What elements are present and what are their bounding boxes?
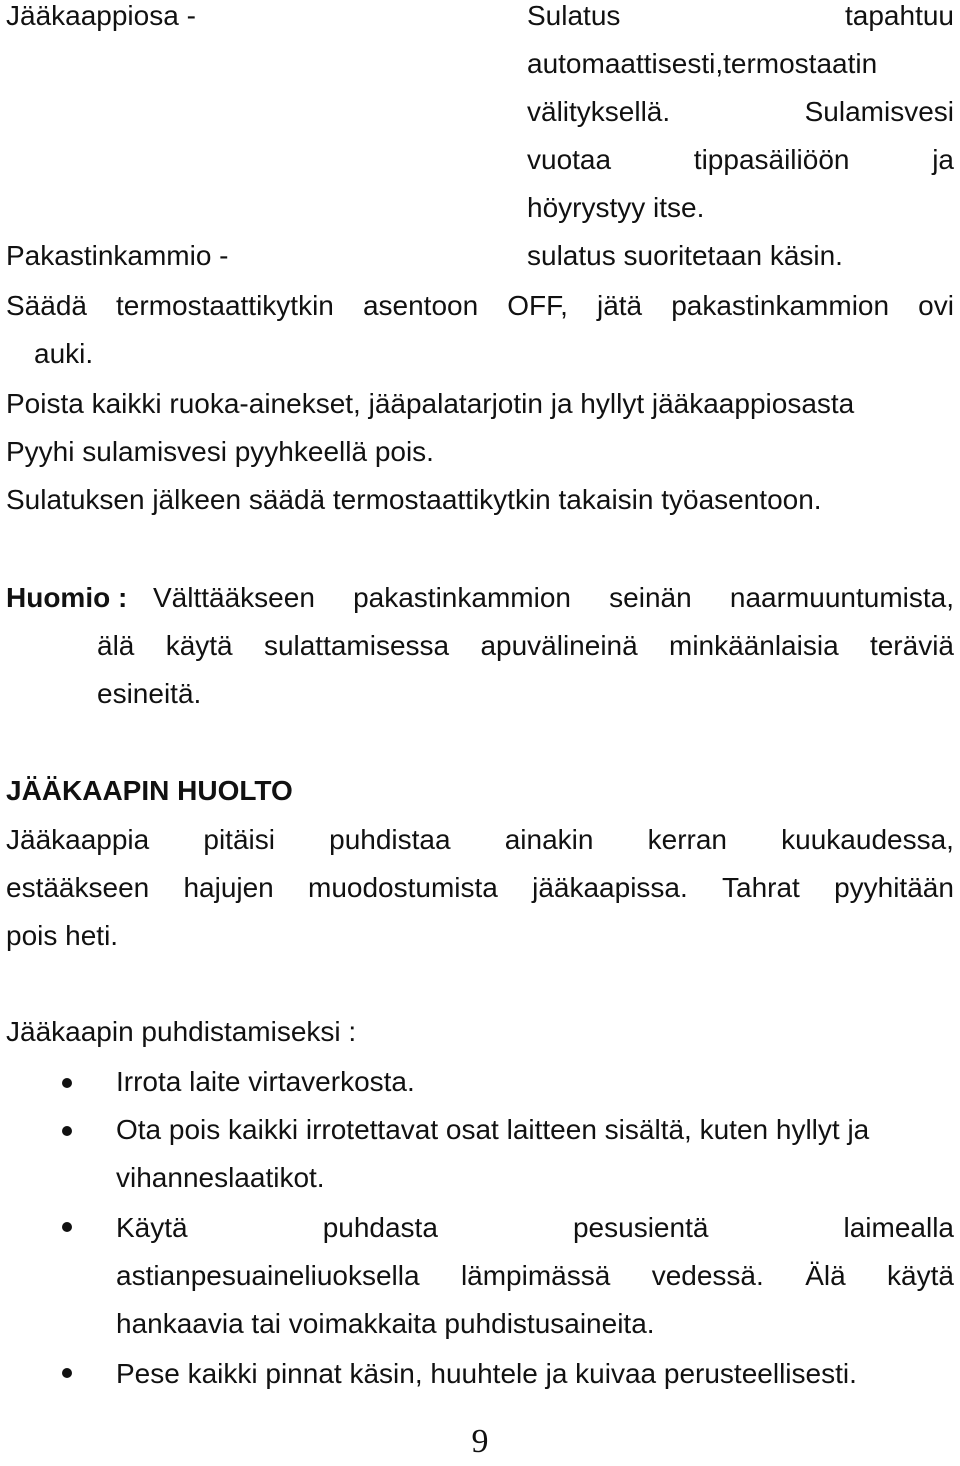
maintenance-line3: pois heti. xyxy=(6,920,119,951)
word: käytä xyxy=(887,1260,954,1291)
word: Välttääkseen xyxy=(153,582,315,613)
maintenance-heading: JÄÄKAAPIN HUOLTO xyxy=(6,775,293,806)
word: OFF, xyxy=(507,290,568,321)
bullet-dot xyxy=(62,1078,72,1088)
bullet-dot xyxy=(62,1368,72,1378)
word: lämpimässä xyxy=(460,1260,611,1291)
warning-line3: esineitä. xyxy=(97,678,202,709)
step1-line2: auki. xyxy=(34,338,94,369)
word: pakastinkammion xyxy=(671,290,890,321)
word: Älä xyxy=(805,1260,846,1291)
word: pakastinkammion xyxy=(353,582,571,613)
word: jääkaapissa. xyxy=(532,872,688,903)
word: vuotaa xyxy=(527,144,612,175)
word: termostaattikytkin xyxy=(116,290,334,321)
word: pesusientä xyxy=(572,1212,709,1243)
word: estääkseen xyxy=(6,872,150,903)
fridge-text-line-5: höyrystyy itse. xyxy=(527,192,705,223)
word: asentoon xyxy=(362,290,479,321)
bullet-3-line3: hankaavia tai voimakkaita puhdistusaineita. xyxy=(116,1308,655,1339)
maintenance-line1 xyxy=(6,816,954,864)
step1-line1 xyxy=(6,282,954,330)
word: apuvälineinä xyxy=(480,630,638,661)
word: laimealla xyxy=(843,1212,954,1243)
word: teräviä xyxy=(869,630,954,661)
word: pyyhitään xyxy=(834,872,954,903)
bullet-1-line1: Irrota laite virtaverkosta. xyxy=(116,1066,415,1097)
step2: Poista kaikki ruoka-ainekset, jääpalatarjotin ja hyllyt jääkaappiosasta xyxy=(6,388,855,419)
word: puhdistaa xyxy=(329,824,451,855)
page-number: 9 xyxy=(471,1423,489,1460)
warning-label: Huomio : xyxy=(6,582,128,613)
word: ja xyxy=(932,144,954,175)
bullet-3-line1 xyxy=(116,1204,954,1252)
word: naarmuuntumista, xyxy=(729,582,954,613)
word: Sulamisvesi xyxy=(804,96,954,127)
word: minkäänlaisia xyxy=(669,630,839,661)
word: Jääkaappia xyxy=(6,824,150,855)
step4: Sulatuksen jälkeen säädä termostaattikytkin takaisin työasentoon. xyxy=(6,484,822,515)
word: kuukaudessa, xyxy=(781,824,954,855)
word: älä xyxy=(97,630,135,661)
word: seinän xyxy=(609,582,692,613)
fridge-text-line-3 xyxy=(527,88,954,136)
bullet-3-line2 xyxy=(116,1252,954,1300)
word: vedessä. xyxy=(651,1260,764,1291)
word: välityksellä. xyxy=(527,96,671,127)
warning-line2 xyxy=(97,622,954,670)
word: muodostumista xyxy=(308,872,498,903)
word: jätä xyxy=(596,290,643,321)
maintenance-line2 xyxy=(6,864,954,912)
fridge-text-line-4 xyxy=(527,136,954,184)
document-page xyxy=(6,0,954,1460)
bullet-dot xyxy=(62,1126,72,1136)
word: ovi xyxy=(918,290,954,321)
bullet-4-line1: Pese kaikki pinnat käsin, huuhtele ja kuivaa perusteellisesti. xyxy=(116,1358,857,1389)
fridge-text-line-2: automaattisesti,termostaatin xyxy=(527,48,878,79)
word: tapahtuu xyxy=(845,0,954,31)
word: kerran xyxy=(647,824,727,855)
word: tippasäiliöön xyxy=(693,144,850,175)
bullet-dot xyxy=(62,1222,72,1232)
word: pitäisi xyxy=(203,824,275,855)
step3: Pyyhi sulamisvesi pyyhkeellä pois. xyxy=(6,436,434,467)
freezer-label: Pakastinkammio - xyxy=(6,240,229,271)
fridge-text-line-1 xyxy=(527,0,954,40)
word: ainakin xyxy=(504,824,594,855)
word: Säädä xyxy=(6,290,87,321)
bullet-2-line2: vihanneslaatikot. xyxy=(116,1162,325,1193)
fridge-label: Jääkaappiosa - xyxy=(6,0,196,31)
word: käytä xyxy=(165,630,233,661)
word: sulattamisessa xyxy=(263,630,450,661)
cleaning-intro: Jääkaapin puhdistamiseksi : xyxy=(6,1016,357,1047)
freezer-text: sulatus suoritetaan käsin. xyxy=(527,240,843,271)
bullet-2-line1: Ota pois kaikki irrotettavat osat laitteen sisältä, kuten hyllyt ja xyxy=(116,1114,870,1145)
word: Sulatus xyxy=(527,0,621,31)
word: astianpesuaineliuoksella xyxy=(116,1260,420,1291)
word: Tahrat xyxy=(722,872,800,903)
word: hajujen xyxy=(183,872,274,903)
word: puhdasta xyxy=(322,1212,438,1243)
warning-line1 xyxy=(153,574,954,622)
word: Käytä xyxy=(116,1212,188,1243)
